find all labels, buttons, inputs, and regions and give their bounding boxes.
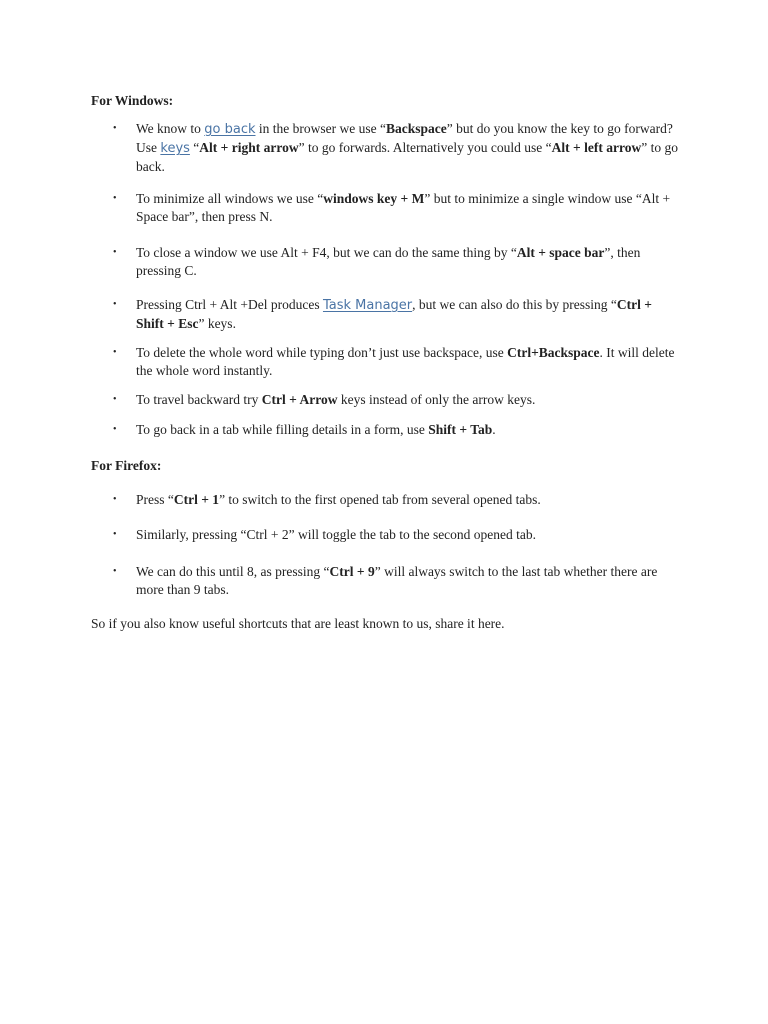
task-manager-link[interactable]: Task Manager xyxy=(322,298,413,313)
list-item-ctrl-1: Press “Ctrl + 1” to switch to the first opened tab from several opened tabs. xyxy=(136,492,541,507)
list-item-minimize: To minimize all windows we use “windows key + M” but to minimize a single window use “Alt + Space bar”, then press N. xyxy=(136,191,671,224)
list-item-ctrl-2: Similarly, pressing “Ctrl + 2” will toggle the tab to the second opened tab. xyxy=(136,527,537,542)
windows-heading: For Windows: xyxy=(91,93,174,108)
list-item-task-manager: Pressing Ctrl + Alt +Del produces Task Manager, but we can also do this by pressing “Ctrl + Shift + Esc” keys. xyxy=(136,297,652,331)
list-item-delete-word: To delete the whole word while typing don’t just use backspace, use Ctrl+Backspace. It will delete the whole word instantly. xyxy=(136,345,675,378)
list-item-ctrl-9: We can do this until 8, as pressing “Ctrl + 9” will always switch to the last tab whether there are more than 9 tabs. xyxy=(136,564,658,597)
closing-paragraph: So if you also know useful shortcuts that are least known to us, share it here. xyxy=(91,616,505,631)
bullet-icon: • xyxy=(113,347,117,358)
bullet-icon: • xyxy=(113,299,117,310)
bullet-icon: • xyxy=(113,247,117,258)
firefox-heading: For Firefox: xyxy=(91,458,162,473)
list-item-travel-backward: To travel backward try Ctrl + Arrow keys instead of only the arrow keys. xyxy=(136,392,536,407)
bullet-icon: • xyxy=(113,566,117,577)
bullet-icon: • xyxy=(113,424,117,435)
bullet-icon: • xyxy=(113,494,117,505)
bullet-icon: • xyxy=(113,123,117,134)
bullet-icon: • xyxy=(113,529,117,540)
go-back-link[interactable]: go back xyxy=(204,122,256,137)
keys-link[interactable]: keys xyxy=(160,141,190,156)
bullet-icon: • xyxy=(113,193,117,204)
bullet-icon: • xyxy=(113,394,117,405)
list-item-close-window: To close a window we use Alt + F4, but we can do the same thing by “Alt + space bar”, then pressing C. xyxy=(136,245,641,278)
list-item-shift-tab: To go back in a tab while filling details in a form, use Shift + Tab. xyxy=(136,422,496,437)
list-item-go-back: We know to go back in the browser we use “Backspace” but do you know the key to go forward? Use keys “Alt + right arrow” to go forwards. Alternatively you could use “Alt + left arrow” to go back. xyxy=(136,121,678,174)
